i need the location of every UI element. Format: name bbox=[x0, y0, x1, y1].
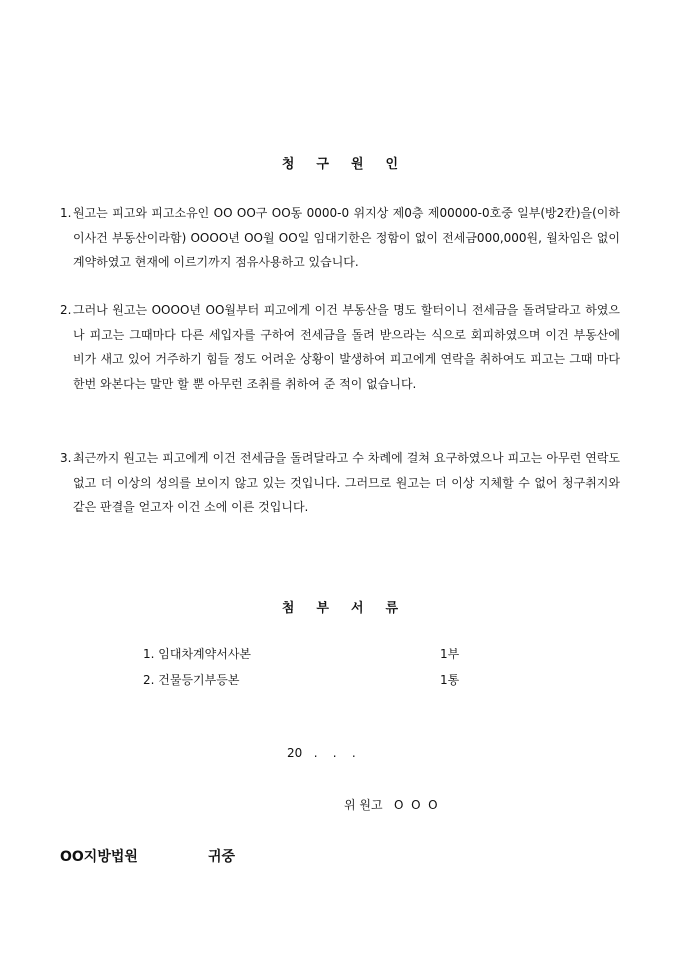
attachment-name: 2. 건물등기부등본 bbox=[143, 673, 240, 687]
filing-date: 20 . . . bbox=[287, 746, 356, 760]
attachment-quantity: 1통 bbox=[440, 673, 460, 687]
paragraph-number: 1. bbox=[60, 206, 72, 220]
attachment-quantity: 1부 bbox=[440, 647, 460, 661]
paragraph-number: 3. bbox=[60, 451, 72, 465]
attachments-title: 첨부서류 bbox=[281, 601, 421, 616]
claim-paragraph-2 bbox=[60, 298, 620, 396]
attachment-item bbox=[143, 671, 473, 697]
claim-paragraph-3 bbox=[60, 446, 620, 520]
attachment-item bbox=[143, 645, 473, 671]
addressee-label: 귀중 bbox=[208, 849, 236, 865]
paragraph-text: 최근까지 원고는 피고에게 이건 전세금을 돌려달라고 수 차례에 걸쳐 요구하였으나 피고는 아무런 연락도 없고 더 이상의 성의를 보이지 않고 있는 것입니다. 그러므로 원고는 더 이상 지체할 수 없어 청구취지와 같은 판결을 얻고자 이건 소에 이른 것입니다. bbox=[73, 451, 620, 514]
attachments-list bbox=[143, 645, 473, 697]
plaintiff-signature: 위 원고 O O O bbox=[344, 798, 438, 812]
court-name: OO지방법원 bbox=[60, 849, 138, 865]
paragraph-text: 그러나 원고는 OOOO년 OO월부터 피고에게 이건 부동산을 명도 할터이니 전세금을 돌려달라고 하였으나 피고는 그때마다 다른 세입자를 구하여 전세금을 돌려 받으라는 식으로 회피하였으며 이건 부동산에 비가 새고 있어 거주하기 힘들 정도 어려운 상황이 발생하여 피고에게 연락을 취하여도 피고는 그때 마다 한번 와본다는 말만 할 뿐 아무런 조취를 취하여 준 적이 없습니다. bbox=[73, 303, 620, 391]
attachment-name: 1. 임대차계약서사본 bbox=[143, 647, 252, 661]
claim-paragraph-1 bbox=[60, 201, 620, 275]
paragraph-text: 원고는 피고와 피고소유인 OO OO구 OO동 0000-0 위지상 제0층 제00000-0호중 일부(방2칸)을(이하 이사건 부동산이라함) OOOO년 OO월 OO일 임대기한은 정함이 없이 전세금000,000원, 월차임은 없이 계약하였고 현재에 이르기까지 점유사용하고 있습니다. bbox=[73, 206, 620, 269]
court-addressee-line bbox=[60, 846, 236, 866]
claim-cause-title: 청구원인 bbox=[281, 157, 421, 172]
paragraph-number: 2. bbox=[60, 303, 72, 317]
